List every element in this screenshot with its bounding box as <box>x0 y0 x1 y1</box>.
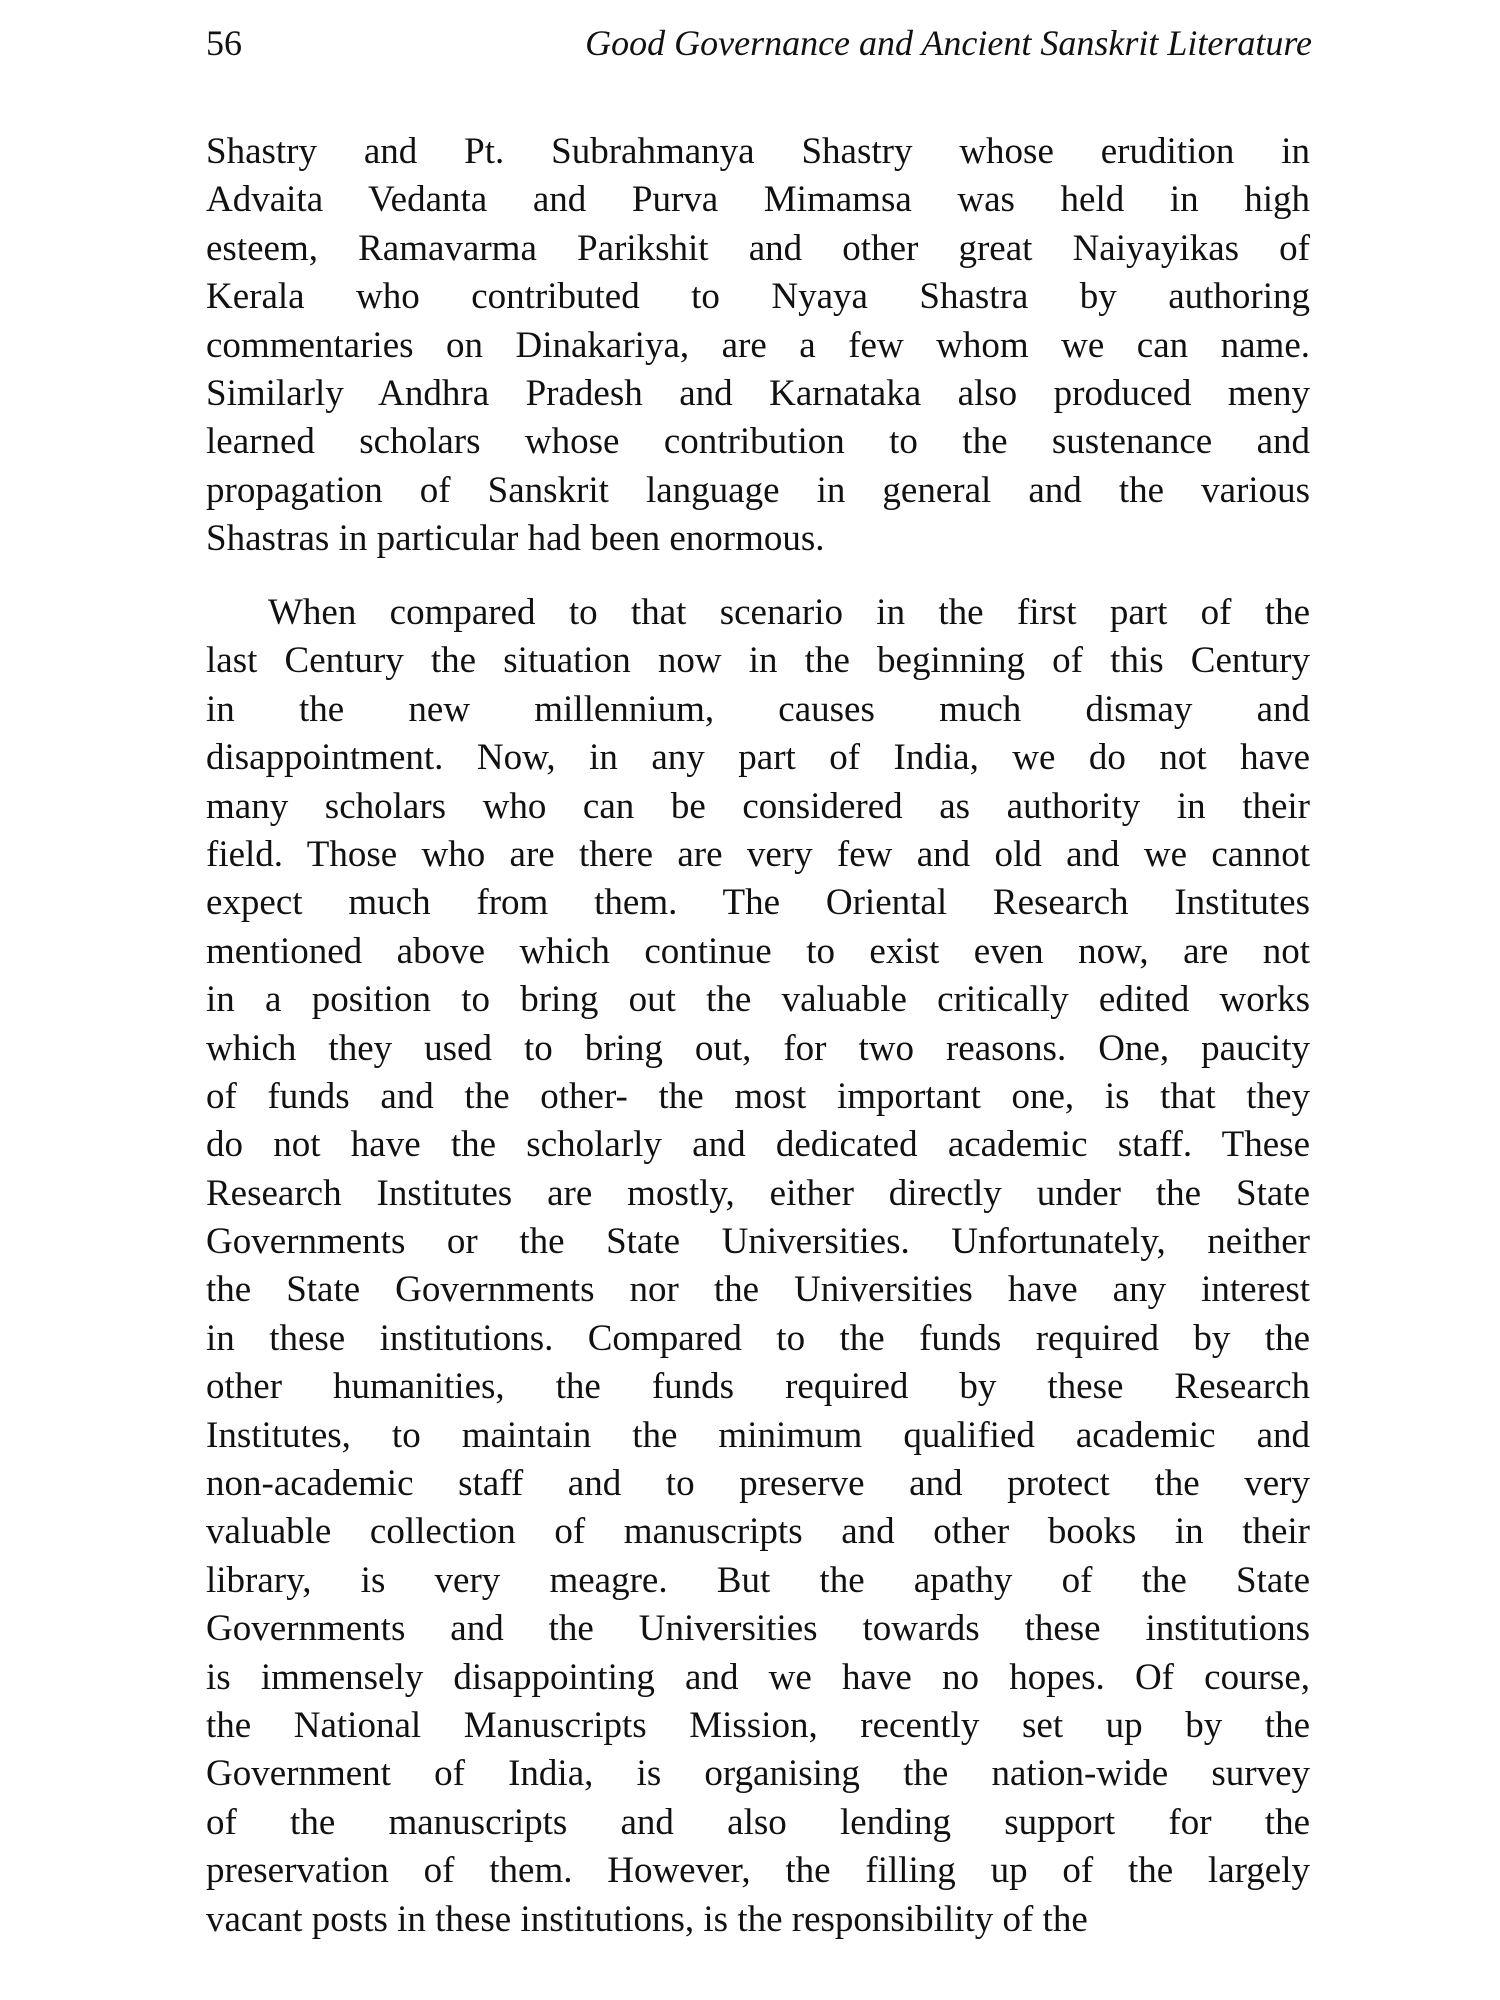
text-line: valuable collection of manuscripts and other books in their <box>206 1511 1310 1553</box>
text-line: Institutes, to maintain the minimum qualified academic and <box>206 1414 1310 1456</box>
text-line: in the new millennium, causes much dismay and <box>206 688 1310 730</box>
text-line: last Century the situation now in the beginning of this Century <box>206 640 1310 682</box>
text-line: When compared to that scenario in the first part of the <box>268 592 1310 633</box>
text-line: esteem, Ramavarma Parikshit and other great Naiyayikas of <box>206 227 1310 269</box>
text-line: Governments and the Universities towards these institutions <box>206 1608 1310 1650</box>
text-line: in a position to bring out the valuable critically edited works <box>206 979 1310 1021</box>
text-line: disappointment. Now, in any part of India, we do not have <box>206 737 1310 779</box>
text-line: Government of India, is organising the nation-wide survey <box>206 1753 1310 1795</box>
text-line: Shastry and Pt. Subrahmanya Shastry whose erudition in <box>206 131 1310 172</box>
text-line: Shastras in particular had been enormous. <box>206 518 825 560</box>
text-line: the National Manuscripts Mission, recently set up by the <box>206 1704 1310 1746</box>
text-line: which they used to bring out, for two reasons. One, paucity <box>206 1027 1310 1069</box>
text-line: many scholars who can be considered as authority in their <box>206 785 1310 827</box>
text-line: non-academic staff and to preserve and protect the very <box>206 1463 1310 1505</box>
text-line: Kerala who contributed to Nyaya Shastra by authoring <box>206 276 1310 318</box>
text-line: propagation of Sanskrit language in general and the various <box>206 469 1310 511</box>
text-line: mentioned above which continue to exist even now, are not <box>206 930 1310 972</box>
paragraph-2 <box>206 589 1310 1944</box>
text-line: Advaita Vedanta and Purva Mimamsa was held in high <box>206 179 1310 221</box>
text-line: learned scholars whose contribution to the sustenance and <box>206 421 1310 463</box>
paragraph-1 <box>206 128 1310 564</box>
running-header <box>190 22 1312 72</box>
text-line: vacant posts in these institutions, is the responsibility of the <box>206 1898 1088 1940</box>
text-line: in these institutions. Compared to the funds required by the <box>206 1317 1310 1359</box>
text-line: Similarly Andhra Pradesh and Karnataka also produced meny <box>206 372 1310 414</box>
page-number: 56 <box>206 23 242 63</box>
text-line: Research Institutes are mostly, either directly under the State <box>206 1172 1310 1214</box>
text-line: field. Those who are there are very few and old and we cannot <box>206 833 1310 875</box>
text-line: the State Governments nor the Universities have any interest <box>206 1269 1310 1311</box>
text-line: of funds and the other- the most important one, is that they <box>206 1075 1310 1117</box>
text-line: of the manuscripts and also lending support for the <box>206 1801 1310 1843</box>
text-line: library, is very meagre. But the apathy of the State <box>206 1559 1310 1601</box>
text-line: expect much from them. The Oriental Research Institutes <box>206 882 1310 924</box>
text-line: is immensely disappointing and we have no hopes. Of course, <box>206 1656 1310 1698</box>
text-line: other humanities, the funds required by these Research <box>206 1366 1310 1408</box>
text-line: preservation of them. However, the filling up of the largely <box>206 1850 1310 1892</box>
text-line: Governments or the State Universities. Unfortunately, neither <box>206 1221 1310 1263</box>
text-line: do not have the scholarly and dedicated academic staff. These <box>206 1124 1310 1166</box>
running-title: Good Governance and Ancient Sanskrit Literature <box>585 23 1312 63</box>
text-line: commentaries on Dinakariya, are a few whom we can name. <box>206 324 1310 366</box>
